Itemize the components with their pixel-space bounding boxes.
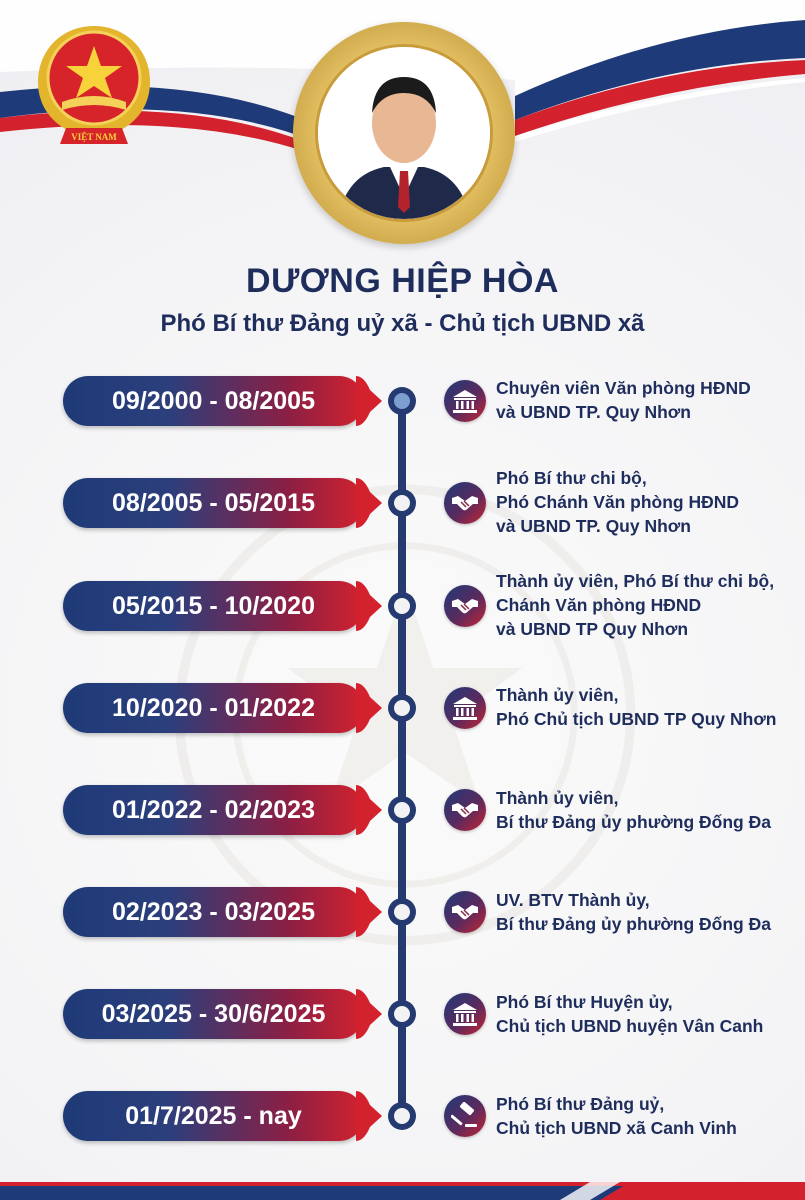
role-line: Bí thư Đảng ủy phường Đống Đa	[496, 914, 771, 934]
pill-arrow-icon	[356, 376, 382, 426]
role-line: Thành ủy viên,	[496, 685, 619, 705]
timeline-node	[388, 489, 416, 517]
gavel-icon	[444, 1095, 486, 1137]
role-description	[496, 569, 796, 641]
pill-arrow-icon	[356, 887, 382, 937]
role-line: Thành ủy viên, Phó Bí thư chi bộ,	[496, 571, 775, 591]
role-line: và UBND TP. Quy Nhơn	[496, 402, 691, 422]
footer-decoration	[0, 1170, 805, 1200]
timeline-node	[388, 796, 416, 824]
pill-arrow-icon	[356, 989, 382, 1039]
handshake-icon	[444, 891, 486, 933]
vietnam-national-emblem-icon	[32, 20, 156, 152]
person-silhouette-icon	[318, 47, 490, 219]
role-description	[496, 1092, 796, 1140]
timeline-node	[388, 1000, 416, 1028]
role-line: Phó Bí thư Đảng uỷ,	[496, 1094, 665, 1114]
role-description	[496, 376, 796, 424]
period-pill: 09/2000 - 08/2005	[63, 376, 364, 426]
role-line: và UBND TP Quy Nhơn	[496, 619, 689, 639]
period-pill: 08/2005 - 05/2015	[63, 478, 364, 528]
role-line: Chánh Văn phòng HĐND	[496, 595, 702, 615]
role-line: Thành ủy viên,	[496, 788, 619, 808]
handshake-icon	[444, 789, 486, 831]
government-building-icon	[444, 993, 486, 1035]
pill-arrow-icon	[356, 1091, 382, 1141]
period-pill: 03/2025 - 30/6/2025	[63, 989, 364, 1039]
role-line: Phó Bí thư chi bộ,	[496, 468, 647, 488]
role-line: Phó Chủ tịch UBND TP Quy Nhơn	[496, 709, 777, 729]
role-line: Phó Chánh Văn phòng HĐND	[496, 492, 740, 512]
role-line: Chuyên viên Văn phòng HĐND	[496, 378, 751, 398]
timeline-node	[388, 387, 416, 415]
pill-arrow-icon	[356, 581, 382, 631]
pill-arrow-icon	[356, 478, 382, 528]
period-pill: 01/2022 - 02/2023	[63, 785, 364, 835]
handshake-icon	[444, 585, 486, 627]
period-pill: 05/2015 - 10/2020	[63, 581, 364, 631]
role-line: Bí thư Đảng ủy phường Đống Đa	[496, 812, 771, 832]
portrait-frame	[293, 22, 515, 244]
handshake-icon	[444, 482, 486, 524]
period-pill: 10/2020 - 01/2022	[63, 683, 364, 733]
role-line: UV. BTV Thành ủy,	[496, 890, 650, 910]
role-description	[496, 888, 796, 936]
timeline-node	[388, 1102, 416, 1130]
government-building-icon	[444, 687, 486, 729]
person-title: Phó Bí thư Đảng uỷ xã - Chủ tịch UBND xã	[160, 310, 645, 337]
role-line: Phó Bí thư Huyện ủy,	[496, 992, 673, 1012]
person-name: DƯƠNG HIỆP HÒA	[246, 262, 559, 300]
timeline-node	[388, 694, 416, 722]
timeline-node	[388, 898, 416, 926]
role-description	[496, 990, 796, 1038]
role-description	[496, 786, 796, 834]
role-line: Chủ tịch UBND xã Canh Vinh	[496, 1118, 737, 1138]
portrait-photo	[315, 44, 493, 222]
role-line: Chủ tịch UBND huyện Vân Canh	[496, 1016, 764, 1036]
timeline-node	[388, 592, 416, 620]
role-description	[496, 683, 796, 731]
pill-arrow-icon	[356, 683, 382, 733]
period-pill: 02/2023 - 03/2025	[63, 887, 364, 937]
government-building-icon	[444, 380, 486, 422]
role-line: và UBND TP. Quy Nhơn	[496, 516, 691, 536]
pill-arrow-icon	[356, 785, 382, 835]
role-description	[496, 466, 796, 538]
emblem-label: VIỆT NAM	[71, 132, 117, 142]
period-pill: 01/7/2025 - nay	[63, 1091, 364, 1141]
